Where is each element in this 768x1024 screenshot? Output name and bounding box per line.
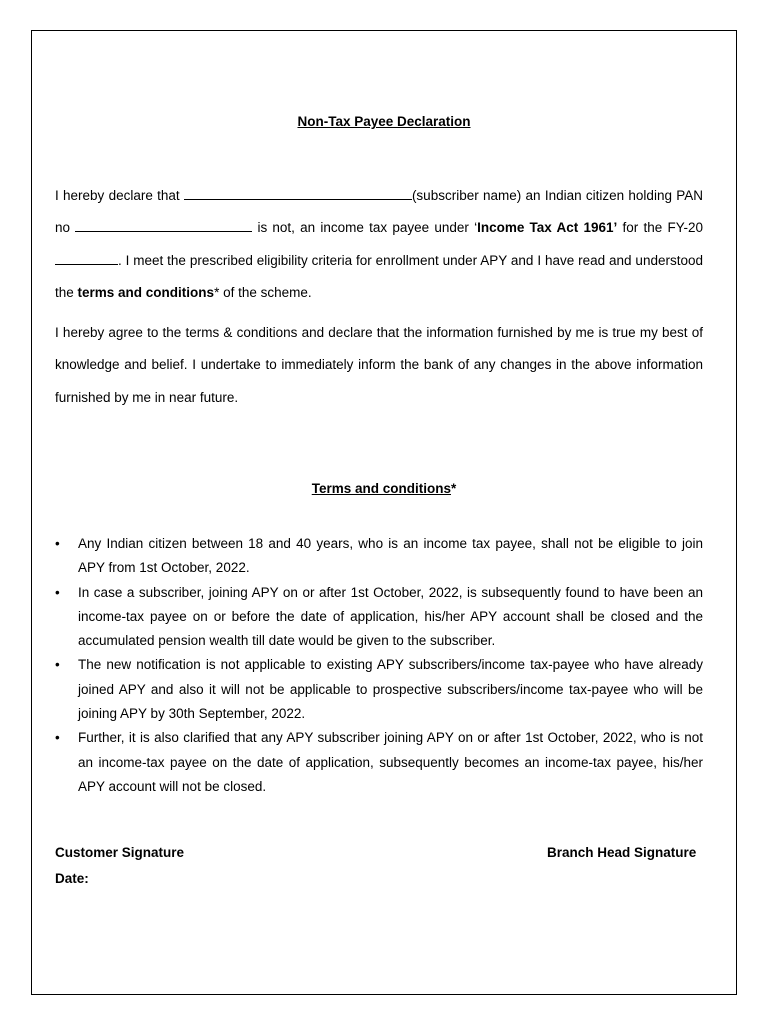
income-tax-act-reference: Income Tax Act 1961’ <box>477 220 618 236</box>
bullet-icon: • <box>55 584 60 600</box>
list-item <box>55 653 703 726</box>
declaration-text: for the FY-20 <box>617 220 703 236</box>
list-item <box>55 532 703 581</box>
declaration-text: * of the scheme. <box>214 284 312 300</box>
bullet-icon: • <box>55 536 60 551</box>
subscriber-name-blank[interactable] <box>184 188 412 200</box>
terms-heading-text: Terms and conditions <box>311 481 451 496</box>
terms-list <box>55 532 703 799</box>
declaration-text: is not, an income tax payee under ‘ <box>252 220 478 236</box>
financial-year-blank[interactable] <box>55 253 118 265</box>
terms-heading <box>0 481 768 496</box>
pan-number-blank[interactable] <box>75 220 252 232</box>
bullet-icon: • <box>55 730 60 746</box>
declaration-text: . I meet the prescribed eligibility criteria for enrollment under APY and I have read and understood the <box>55 252 703 300</box>
list-item-text: In case a subscriber, joining APY on or after 1st October, 2022, is subsequently found to have been an income-tax payee on or before the date of application, his/her APY account shall be closed and the accumulated pension wealth till date would be given to the subscriber. <box>78 584 703 649</box>
list-item-text: The new notification is not applicable to existing APY subscribers/income tax-payee who have already joined APY and also it will not be applicable to prospective subscribers/income tax-payee who will be joining APY by 30th September, 2022. <box>78 657 703 722</box>
terms-reference: terms and conditions <box>77 284 215 300</box>
document-title: Non-Tax Payee Declaration <box>297 114 471 129</box>
agreement-paragraph: I hereby agree to the terms & conditions and declare that the information furnished by me is true my best of knowledge and belief. I undertake to immediately inform the bank of any changes in the above information furnished by me in near future. <box>55 325 703 405</box>
terms-heading-asterisk: * <box>451 481 457 496</box>
list-item <box>55 581 703 654</box>
date-label: Date: <box>55 871 89 886</box>
list-item-text: Further, it is also clarified that any APY subscriber joining APY on or after 1st October, 2022, who is not an income-tax payee on the date of application, subsequently becomes an income-tax payee, his/her APY account will not be closed. <box>78 730 703 794</box>
bullet-icon: • <box>55 657 60 673</box>
list-item <box>55 726 703 799</box>
customer-signature-label: Customer Signature <box>55 845 185 860</box>
list-item-text: Any Indian citizen between 18 and 40 years, who is an income tax payee, shall not be eligible to join APY from 1st October, 2022. <box>78 536 703 576</box>
declaration-text: I hereby declare that <box>55 188 184 203</box>
declaration-text: (subscriber name) an Indian citizen holding PAN no <box>55 188 703 236</box>
branch-head-signature-label: Branch Head Signature <box>547 845 697 860</box>
declaration-paragraph <box>55 180 703 309</box>
